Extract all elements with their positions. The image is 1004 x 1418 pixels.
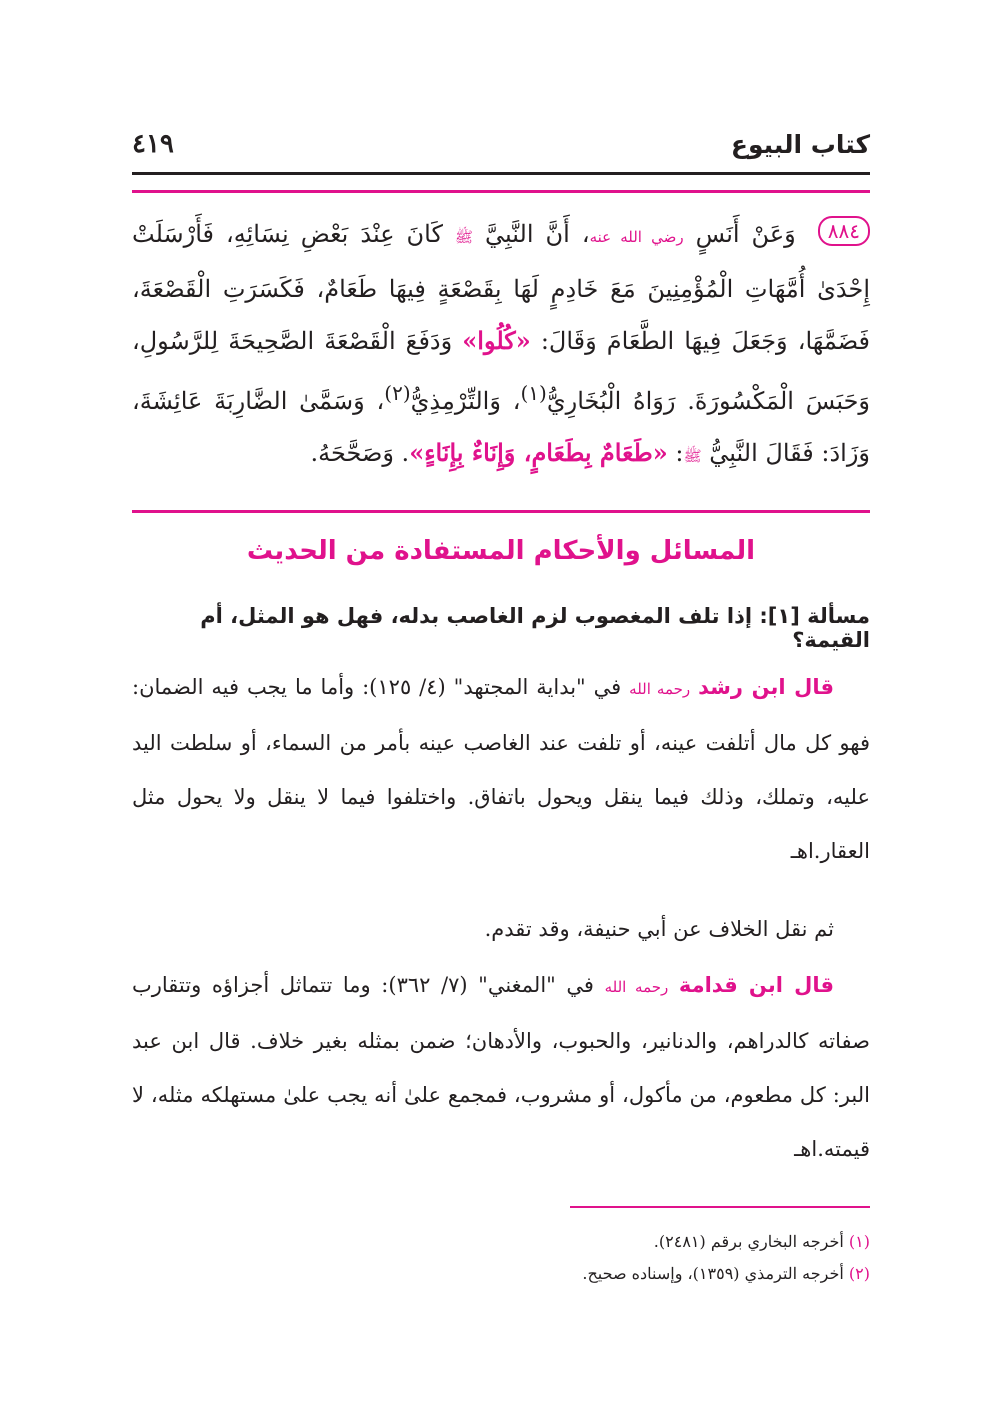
footnote-item bbox=[132, 1258, 870, 1290]
quote-text: في "بداية المجتهد" (٤/ ١٢٥): وأما ما يجب فيه الضمان: فهو كل مال أتلفت عينه، أو تلفت عند الغاصب عينه بأمر من السماء، أو سلطت اليد عليه، وتملك، وذلك فيما ينقل ويحول باتفاق. واختلفوا فيما لا ينقل ولا يحول مثل العقار.اهـ bbox=[132, 675, 870, 863]
question-text: إذا تلف المغصوب لزم الغاصب بدله، فهل هو المثل، أم القيمة؟ bbox=[200, 604, 870, 652]
hadith-block bbox=[132, 208, 870, 482]
honorific-mark: رضي الله عنه bbox=[589, 228, 684, 246]
footnote-number: (٢) bbox=[848, 1264, 870, 1283]
salawat-mark: ﷺ bbox=[683, 447, 702, 465]
footnote-text: أخرجه البخاري برقم (٢٤٨١). bbox=[653, 1232, 844, 1251]
hadith-text: كَانَ عِنْدَ بَعْضِ نِسَائِهِ، فَأَرْسَلَتْ إِحْدَىٰ أُمَّهَاتِ الْمُؤْمِنِينَ مَعَ خَادِمٍ لَهَا بِقَصْعَةٍ فِيهَا طَعَامٌ، فَكَسَرَتِ الْقَصْعَةَ، فَضَمَّهَا، وَجَعَلَ فِيهَا الطَّعَامَ وَقَالَ: bbox=[132, 220, 871, 355]
footnote-text: أخرجه الترمذي (١٣٥٩)، وإسناده صحيح. bbox=[582, 1264, 844, 1283]
header-rule bbox=[132, 172, 870, 175]
hadith-text: وَعَنْ أَنَسٍ bbox=[695, 220, 796, 248]
salawat-mark: ﷺ bbox=[454, 228, 474, 246]
hadith-text: وَدَفَعَ الْقَصْعَةَ الصَّحِيحَةَ لِلرَّسُولِ، وَحَبَسَ الْمَكْسُورَةَ. رَوَاهُ الْبُخَارِيُّ bbox=[132, 327, 870, 415]
quote-ibn-qudama bbox=[132, 958, 870, 1176]
page-header bbox=[132, 124, 870, 164]
prophetic-quote: «كُلُوا» bbox=[462, 326, 531, 355]
page-number: ٤١٩ bbox=[132, 129, 174, 159]
quote-ibn-rushd bbox=[132, 660, 870, 878]
book-title: كتاب البيوع bbox=[730, 129, 870, 159]
hadith-text: . وَصَحَّحَهُ. bbox=[310, 439, 410, 467]
section-title: المسائل والأحكام المستفادة من الحديث bbox=[246, 536, 756, 566]
prophetic-quote: «طَعَامٌ بِطَعَامٍ، وَإِنَاءٌ بِإِنَاءٍ» bbox=[409, 438, 668, 467]
author-name: قال ابن قدامة bbox=[678, 973, 834, 997]
hadith-text: ، أَنَّ النَّبِيَّ bbox=[485, 220, 590, 248]
honorific-mark: رحمه الله bbox=[604, 978, 669, 996]
hadith-number-badge: ٨٨٤ bbox=[818, 216, 870, 246]
hadith-text: : bbox=[675, 439, 684, 467]
footnote-item bbox=[132, 1226, 870, 1258]
author-name: قال ابن رشد bbox=[698, 675, 834, 699]
quote-text: في "المغني" (٧/ ٣٦٢): وما تتماثل أجزاؤه وتتقارب صفاته كالدراهم، والدنانير، والحبوب، والأدهان؛ ضمن بمثله بغير خلاف. قال ابن عبد البر: كل مطعوم، من مأكول، أو مشروب، فمجمع علىٰ أنه يجب علىٰ مستهلكه مثله، لا قيمته.اهـ bbox=[132, 973, 870, 1161]
footnote-ref: (١) bbox=[520, 381, 547, 405]
note-line: ثم نقل الخلاف عن أبي حنيفة، وقد تقدم. bbox=[484, 917, 834, 941]
hadith-top-rule bbox=[132, 190, 870, 193]
footnote-rule bbox=[570, 1206, 870, 1208]
question-label: مسألة [١]: bbox=[759, 604, 870, 628]
hadith-text: ، وَالتِّرْمِذِيُّ bbox=[410, 387, 521, 415]
honorific-mark: رحمه الله bbox=[629, 680, 691, 698]
question-heading bbox=[132, 604, 870, 652]
hadith-text: ، وَسَمَّىٰ الضَّارِبَةَ عَائِشَةَ، وَزَادَ: فَقَالَ النَّبِيُّ bbox=[132, 387, 870, 467]
footnote-ref: (٢) bbox=[384, 381, 411, 405]
footnote-number: (١) bbox=[848, 1232, 870, 1251]
hadith-bottom-rule bbox=[132, 510, 870, 513]
footnotes bbox=[132, 1226, 870, 1290]
